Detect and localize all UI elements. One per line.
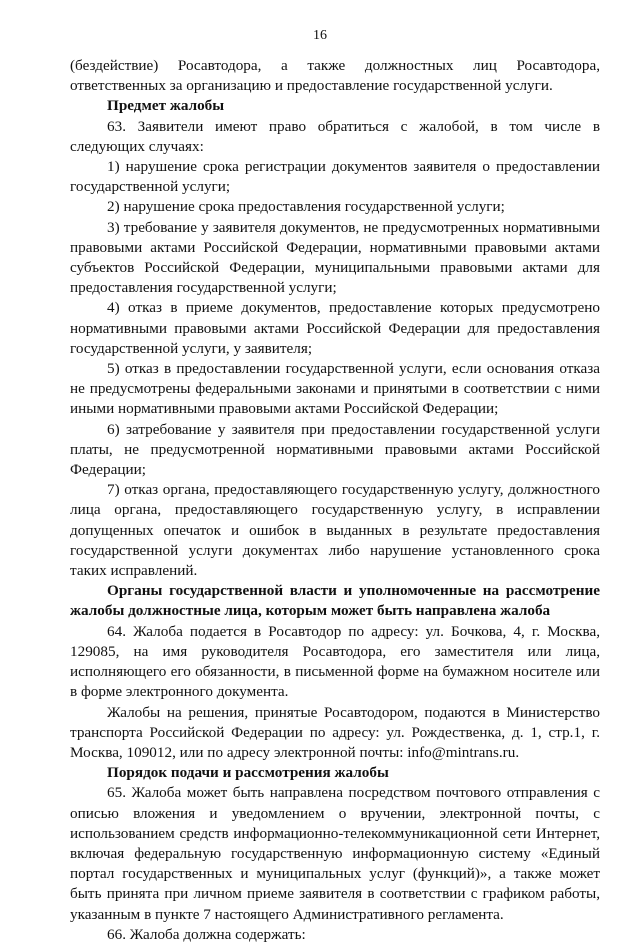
list-item: 6) затребование у заявителя при предоставлении государственной услуги платы, не предусмотренной нормативными правовыми актами Российской Федерации; bbox=[70, 420, 600, 479]
paragraph-66: 66. Жалоба должна содержать: bbox=[107, 925, 306, 943]
list-item: 7) отказ органа, предоставляющего государственную услугу, должностного лица органа, предоставляющего государственную услугу, в исправлении допущенных опечаток и ошибок в выданных в результате предоставления государственной услуги документах либо нарушение установленного срока таких исправлений. bbox=[70, 481, 600, 580]
paragraph-64-mintrans: Жалобы на решения, принятые Росавтодором, подаются в Министерство транспорта Российской Федерации по адресу: ул. Рождественка, д. 1, стр.1, г. Москва, 109012, или по адресу электронной почты: info@mintrans.ru. bbox=[70, 703, 600, 761]
list-item: 3) требование у заявителя документов, не предусмотренных нормативными правовыми актами Российской Федерации, нормативными правовыми актами субъектов Российской Федерации, муниципальными правовыми актами для предоставления государственной услуги; bbox=[70, 218, 600, 297]
intro-paragraph: (бездействие) Росавтодора, а также должностных лиц Росавтодора, ответственных за организацию и предоставление государственной услуги. bbox=[70, 57, 600, 95]
list-item: 1) нарушение срока регистрации документов заявителя о предоставлении государственной услуги; bbox=[70, 158, 600, 196]
paragraph-63: 63. Заявители имеют право обратиться с жалобой, в том числе в следующих случаях: bbox=[70, 117, 600, 155]
paragraph-64: 64. Жалоба подается в Росавтодор по адресу: ул. Бочкова, 4, г. Москва, 129085, на имя руководителя Росавтодора, его заместителя или лица, исполняющего его обязанности, в письменной форме на бумажном носителе или в форме электронного документа. bbox=[70, 622, 600, 701]
section-heading-procedure: Порядок подачи и рассмотрения жалобы bbox=[107, 764, 389, 782]
list-item: 5) отказ в предоставлении государственной услуги, если основания отказа не предусмотрены федеральными законами и принятыми в соответствии с ними иными нормативными правовыми актами Российской Федерации; bbox=[70, 360, 600, 418]
section-heading-bodies: Органы государственной власти и уполномоченные на рассмотрение жалобы должностные лица, которым может быть направлена жалоба bbox=[70, 582, 600, 620]
list-item: 4) отказ в приеме документов, предоставление которых предусмотрено нормативными правовыми актами Российской Федерации для предоставления государственной услуги, у заявителя; bbox=[70, 299, 600, 357]
list-item: 2) нарушение срока предоставления государственной услуги; bbox=[107, 198, 505, 216]
page-number: 16 bbox=[313, 28, 327, 43]
document-body bbox=[70, 56, 600, 945]
paragraph-65: 65. Жалоба может быть направлена посредством почтового отправления с описью вложения и уведомлением о вручении, электронной почты, с использованием средств информационно-телекоммуникационной сети Интернет, включая федеральную государственную информационную систему «Единый портал государственных и муниципальных услуг (функций)», а также может быть принята при личном приеме заявителя в соответствии с графиком работы, указанным в пункте 7 настоящего Административного регламента. bbox=[70, 784, 600, 923]
section-heading-subject: Предмет жалобы bbox=[107, 97, 225, 115]
